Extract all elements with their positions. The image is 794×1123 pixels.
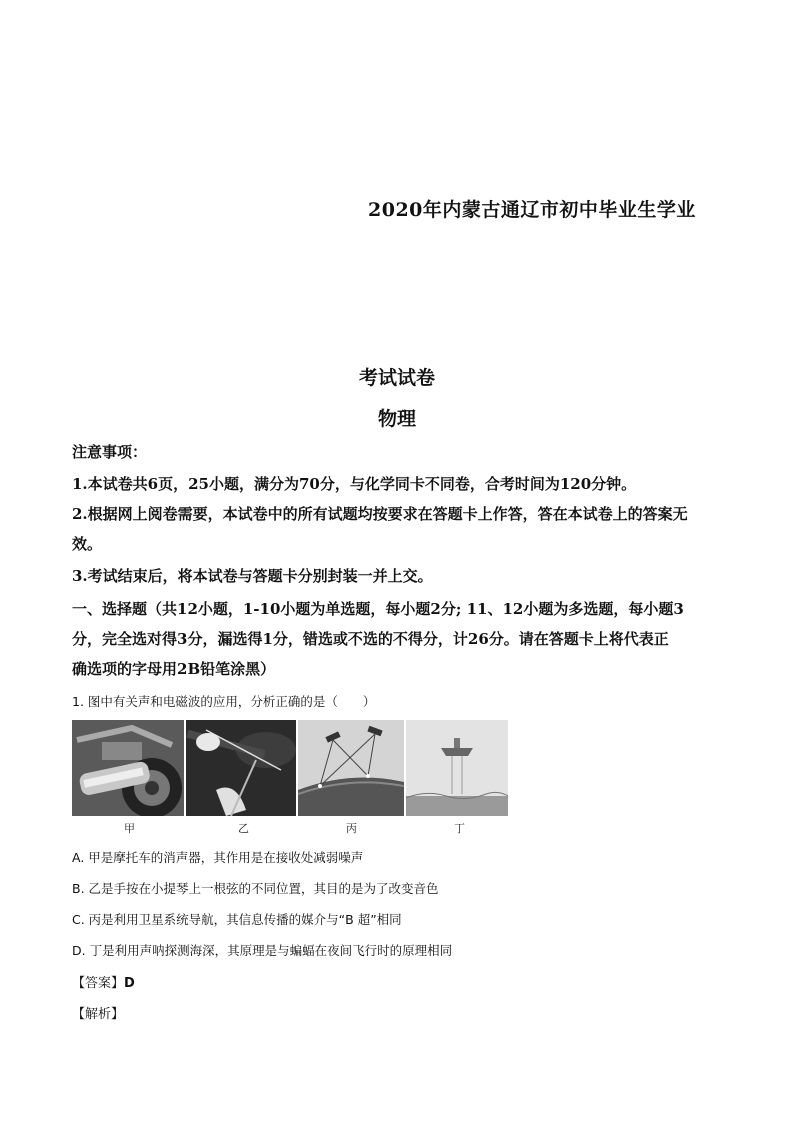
exam-title: 2020年内蒙古通辽市初中毕业生学业 <box>368 199 696 221</box>
section-1-line-2: 分，完全选对得3分，漏选得1分，错选或不选的不得分，计26分。请在答题卡上将代表正 <box>72 630 669 648</box>
caption-jia: 甲 <box>124 822 135 835</box>
option-d: D. 丁是利用声呐探测海深，其原理是与蝙蝠在夜间飞行时的原理相同 <box>72 943 453 958</box>
notice-item-2-line-1: 2.根据网上阅卷需要，本试卷中的所有试题均按要求在答题卡上作答，答在本试卷上的答案无 <box>72 505 688 523</box>
question-1-stem: 1. 图中有关声和电磁波的应用，分析正确的是（ ） <box>72 694 376 709</box>
answer-value: D <box>124 976 135 991</box>
caption-yi: 乙 <box>238 822 249 835</box>
figure-panel-ding <box>406 720 508 816</box>
analysis-label: 【解析】 <box>72 1007 125 1022</box>
answer-line <box>72 972 135 991</box>
figure-panel-bing <box>298 720 404 816</box>
figure-panel-yi <box>186 720 296 816</box>
exam-subtitle: 考试试卷 <box>358 367 435 389</box>
notice-item-3: 3.考试结束后，将本试卷与答题卡分别封装一并上交。 <box>72 567 433 585</box>
notice-item-1: 1.本试卷共6页，25小题，满分为70分，与化学同卡不同卷，合考时间为120分钟。 <box>72 475 637 493</box>
caption-bing: 丙 <box>346 822 357 835</box>
notice-item-2-line-2: 效。 <box>72 535 103 553</box>
figure-panel-jia <box>72 720 184 816</box>
subject-title: 物理 <box>377 408 416 430</box>
option-b: B. 乙是手按在小提琴上一根弦的不同位置，其目的是为了改变音色 <box>72 881 439 896</box>
question-1-figure <box>72 720 508 833</box>
notice-heading: 注意事项： <box>72 443 148 461</box>
caption-ding: 丁 <box>454 822 465 835</box>
section-1-line-1: 一、选择题（共12小题，1-10小题为单选题，每小题2分; 11、12小题为多选题，每小题3 <box>72 600 684 618</box>
section-1-line-3: 确选项的字母用2B铅笔涂黑） <box>72 660 276 678</box>
answer-label: 【答案】 <box>72 976 125 991</box>
option-c: C. 丙是利用卫星系统导航，其信息传播的媒介与“B 超”相同 <box>72 912 402 927</box>
option-a: A. 甲是摩托车的消声器，其作用是在接收处减弱噪声 <box>72 850 364 865</box>
